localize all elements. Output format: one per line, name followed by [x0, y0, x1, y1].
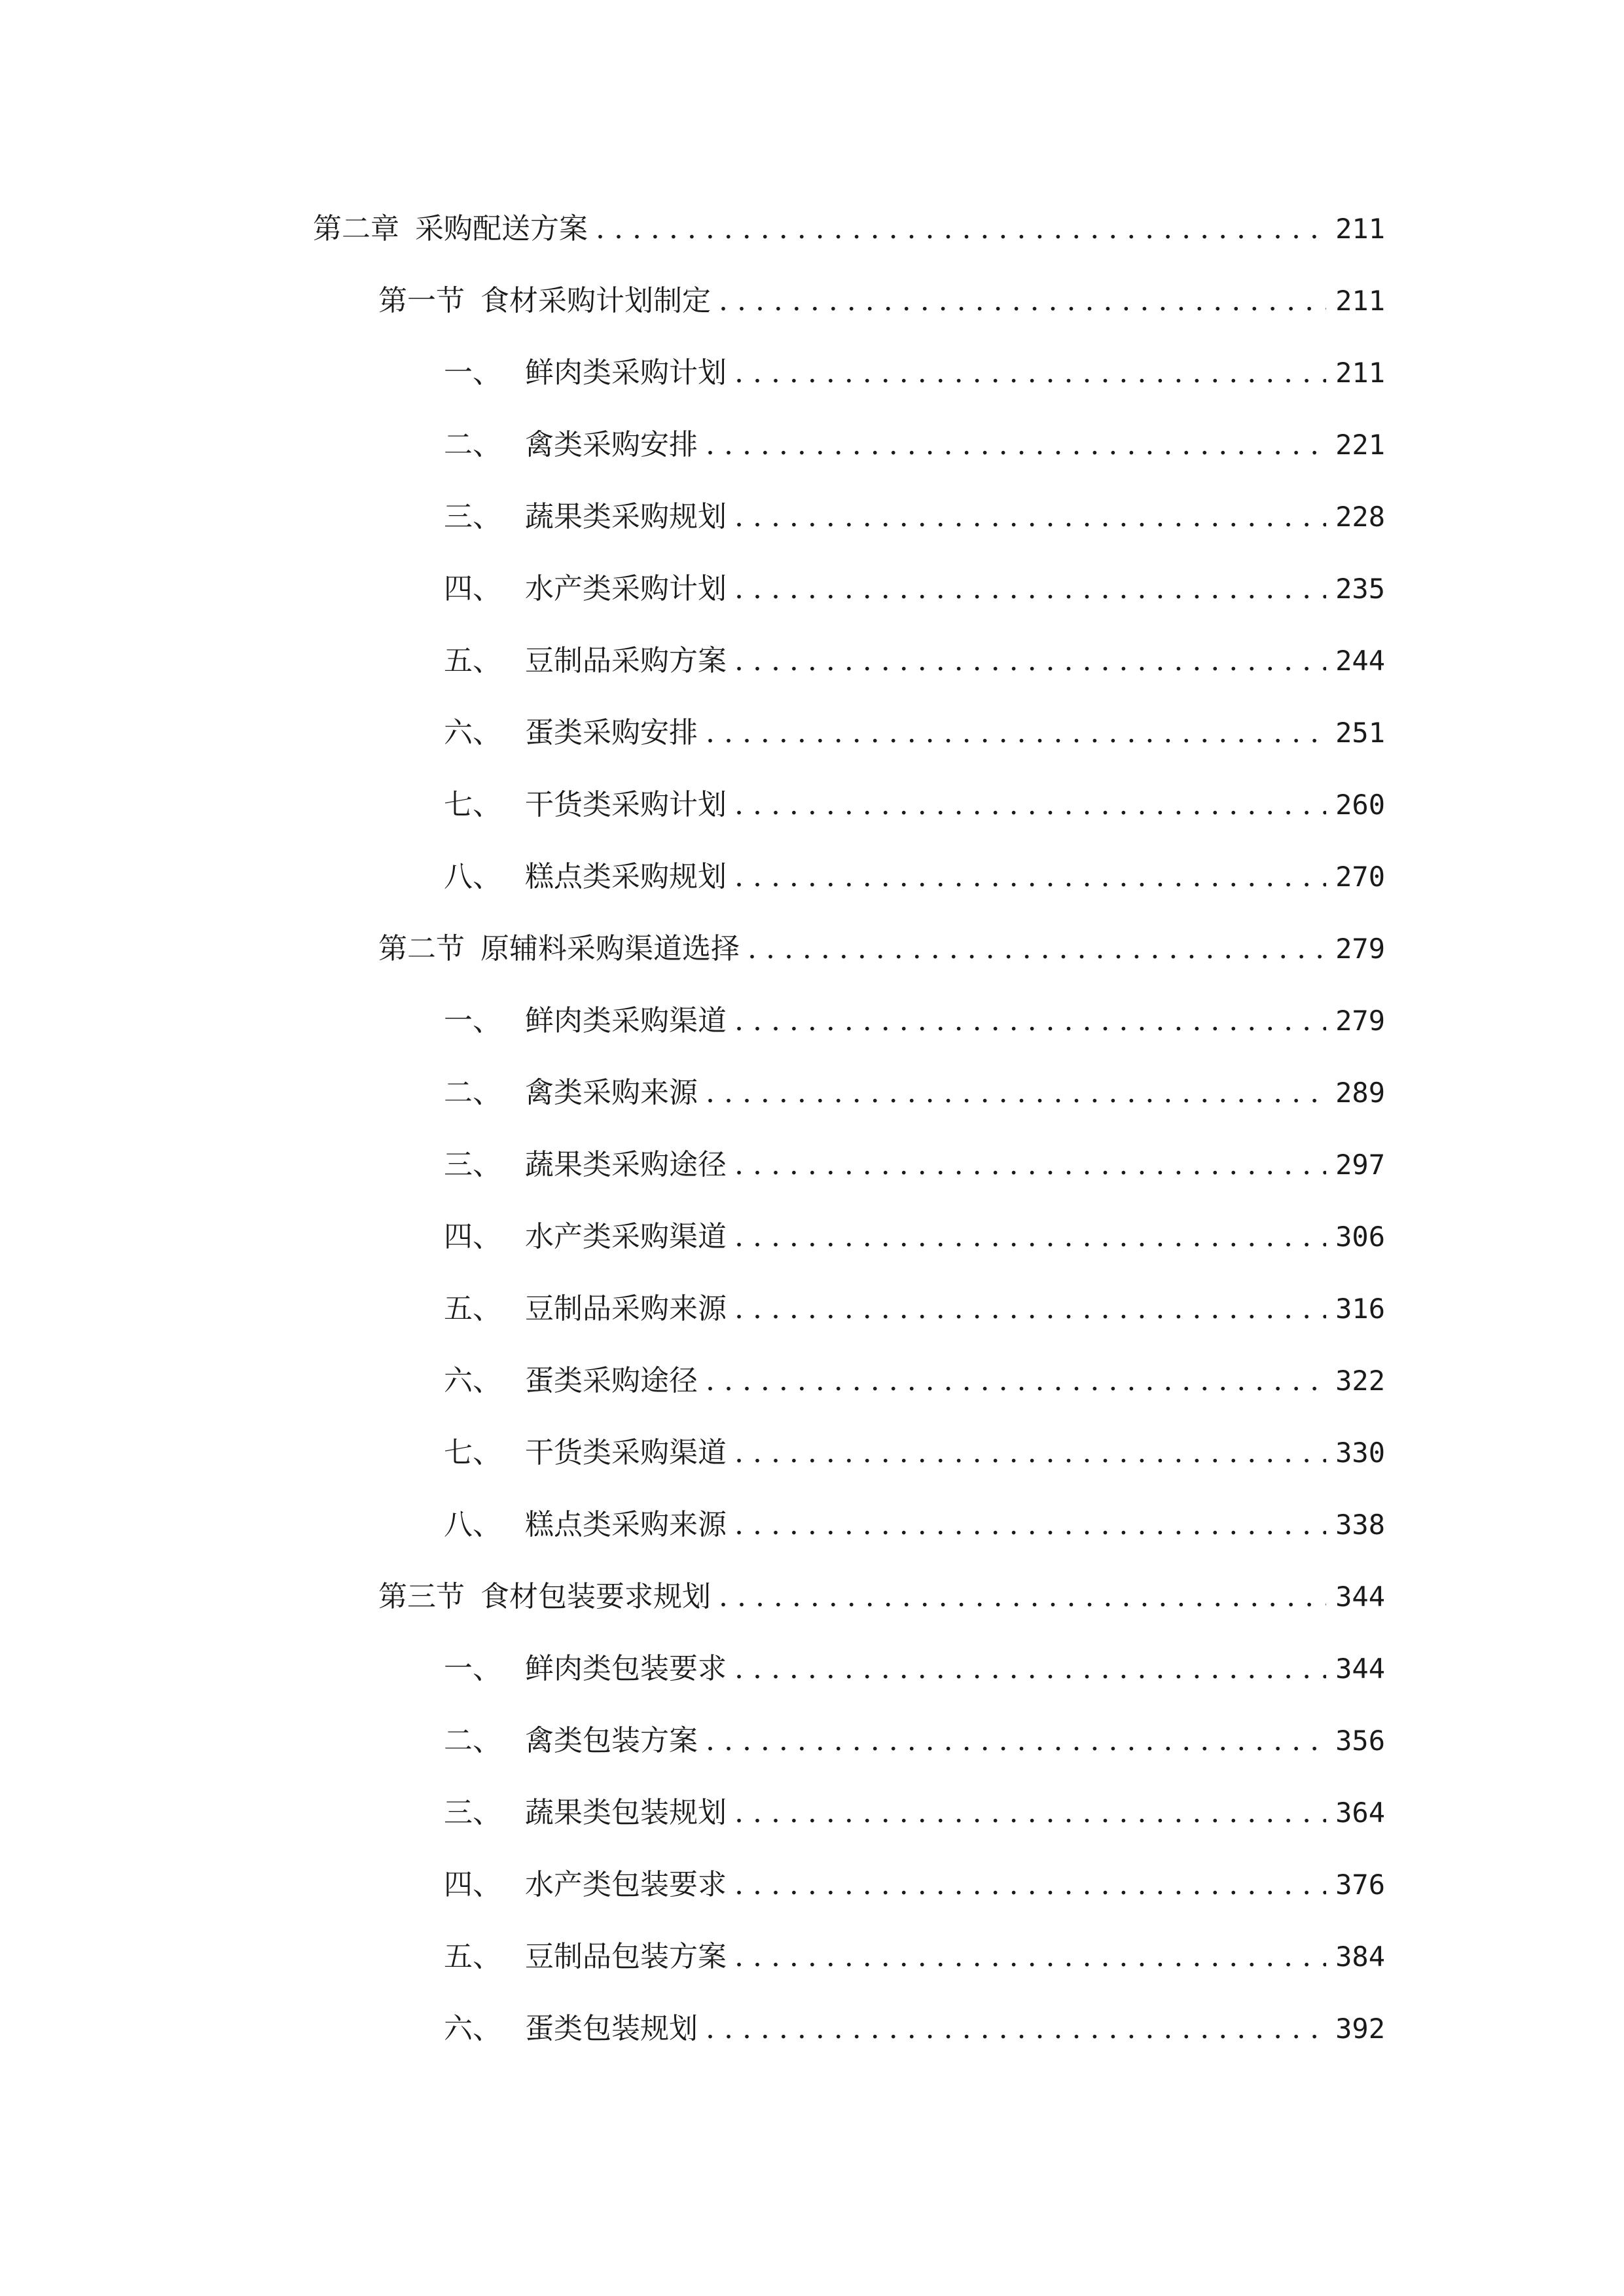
dot-leader [734, 491, 1326, 543]
dot-leader [706, 419, 1326, 471]
toc-entry-page: 270 [1335, 861, 1385, 893]
toc-entry-page: 338 [1335, 1509, 1385, 1541]
toc-entry-page: 384 [1335, 1941, 1385, 1973]
toc-entry-item[interactable] [444, 779, 1385, 831]
toc-entry-title: 水产类采购计划 [525, 572, 727, 605]
toc-entry-title: 禽类采购来源 [525, 1076, 698, 1109]
toc-entry-number: 五、 [444, 1940, 501, 1973]
toc-entry-number: 六、 [444, 2012, 501, 2045]
toc-entry-item[interactable] [444, 1139, 1385, 1191]
toc-entry-title: 干货类采购渠道 [525, 1436, 727, 1469]
toc-entry-number: 第二节 [378, 932, 465, 965]
toc-entry-title: 鲜肉类采购计划 [525, 356, 727, 389]
dot-leader [734, 995, 1326, 1047]
dot-leader [706, 2003, 1326, 2055]
toc-entry-title: 豆制品采购来源 [525, 1292, 727, 1325]
toc-entry-title: 糕点类采购规划 [525, 860, 727, 893]
toc-entry-page: 356 [1335, 1725, 1385, 1757]
toc-entry-chapter[interactable] [313, 203, 1385, 255]
dot-leader [734, 563, 1326, 615]
toc-entry-item[interactable] [444, 1931, 1385, 1983]
toc-entry-title: 干货类采购计划 [525, 788, 727, 821]
toc-entry-page: 228 [1335, 501, 1385, 533]
dot-leader [706, 707, 1326, 759]
toc-entry-title: 水产类包装要求 [525, 1868, 727, 1901]
toc-entry-number: 五、 [444, 644, 501, 677]
toc-entry-number: 四、 [444, 572, 501, 605]
toc-entry-title: 水产类采购渠道 [525, 1220, 727, 1253]
dot-leader [734, 1427, 1326, 1479]
toc-entry-number: 八、 [444, 860, 501, 893]
toc-entry-item[interactable] [444, 1643, 1385, 1695]
dot-leader [748, 923, 1326, 975]
toc-entry-item[interactable] [444, 707, 1385, 759]
toc-entry-number: 五、 [444, 1292, 501, 1325]
toc-entry-item[interactable] [444, 563, 1385, 615]
toc-entry-title: 鲜肉类采购渠道 [525, 1004, 727, 1037]
dot-leader [706, 1355, 1326, 1407]
toc-entry-item[interactable] [444, 1715, 1385, 1767]
dot-leader [734, 1139, 1326, 1191]
toc-entry-number: 第三节 [378, 1580, 465, 1613]
dot-leader [734, 779, 1326, 831]
toc-entry-page: 244 [1335, 645, 1385, 677]
dot-leader [734, 1499, 1326, 1551]
toc-entry-title: 食材采购计划制定 [480, 284, 711, 317]
toc-entry-number: 七、 [444, 1436, 501, 1469]
toc-entry-page: 322 [1335, 1365, 1385, 1397]
toc-entry-number: 三、 [444, 1148, 501, 1181]
toc-entry-item[interactable] [444, 2003, 1385, 2055]
toc-entry-title: 蔬果类采购规划 [525, 500, 727, 533]
toc-entry-title: 禽类包装方案 [525, 1724, 698, 1757]
toc-entry-number: 二、 [444, 1724, 501, 1757]
toc-entry-page: 364 [1335, 1797, 1385, 1829]
toc-entry-title: 蛋类包装规划 [525, 2012, 698, 2045]
toc-entry-item[interactable] [444, 1355, 1385, 1407]
toc-entry-item[interactable] [444, 1211, 1385, 1263]
toc-entry-item[interactable] [444, 1859, 1385, 1911]
toc-entry-number: 四、 [444, 1220, 501, 1253]
toc-entry-number: 二、 [444, 428, 501, 461]
dot-leader [734, 347, 1326, 399]
dot-leader [596, 203, 1326, 255]
toc-entry-item[interactable] [444, 851, 1385, 903]
toc-entry-item[interactable] [444, 1427, 1385, 1479]
toc-entry-page: 376 [1335, 1869, 1385, 1901]
toc-entry-page: 344 [1335, 1581, 1385, 1613]
toc-entry-item[interactable] [444, 491, 1385, 543]
toc-entry-page: 330 [1335, 1437, 1385, 1469]
toc-entry-page: 211 [1335, 213, 1385, 245]
toc-entry-page: 297 [1335, 1149, 1385, 1181]
toc-entry-page: 221 [1335, 429, 1385, 461]
toc-entry-title: 糕点类采购来源 [525, 1508, 727, 1541]
toc-entry-title: 蛋类采购安排 [525, 716, 698, 749]
toc-entry-number: 七、 [444, 788, 501, 821]
toc-entry-item[interactable] [444, 995, 1385, 1047]
toc-entry-page: 211 [1335, 357, 1385, 389]
toc-entry-number: 一、 [444, 1652, 501, 1685]
toc-entry-number: 六、 [444, 1364, 501, 1397]
dot-leader [734, 635, 1326, 687]
toc-entry-title: 采购配送方案 [415, 212, 588, 245]
toc-entry-page: 279 [1335, 1005, 1385, 1037]
toc-entry-number: 六、 [444, 716, 501, 749]
toc-entry-title: 豆制品采购方案 [525, 644, 727, 677]
dot-leader [719, 1571, 1326, 1623]
toc-entry-page: 235 [1335, 573, 1385, 605]
toc-entry-number: 三、 [444, 500, 501, 533]
toc-entry-item[interactable] [444, 1787, 1385, 1839]
toc-entry-number: 第一节 [378, 284, 465, 317]
toc-entry-item[interactable] [444, 1067, 1385, 1119]
toc-entry-title: 蔬果类采购途径 [525, 1148, 727, 1181]
toc-entry-item[interactable] [444, 635, 1385, 687]
toc-entry-number: 一、 [444, 1004, 501, 1037]
dot-leader [706, 1715, 1326, 1767]
toc-entry-number: 一、 [444, 356, 501, 389]
toc-entry-item[interactable] [444, 1283, 1385, 1335]
toc-entry-page: 392 [1335, 2013, 1385, 2045]
toc-entry-page: 260 [1335, 789, 1385, 821]
toc-entry-page: 344 [1335, 1653, 1385, 1685]
dot-leader [734, 1859, 1326, 1911]
dot-leader [734, 1283, 1326, 1335]
dot-leader [706, 1067, 1326, 1119]
toc-entry-item[interactable] [444, 419, 1385, 471]
dot-leader [734, 1931, 1326, 1983]
dot-leader [734, 1643, 1326, 1695]
toc-entry-title: 禽类采购安排 [525, 428, 698, 461]
toc-entry-page: 211 [1335, 285, 1385, 317]
toc-entry-number: 四、 [444, 1868, 501, 1901]
dot-leader [734, 1787, 1326, 1839]
toc-entry-number: 八、 [444, 1508, 501, 1541]
toc-entry-title: 蔬果类包装规划 [525, 1796, 727, 1829]
toc-entry-page: 251 [1335, 717, 1385, 749]
toc-entry-title: 蛋类采购途径 [525, 1364, 698, 1397]
toc-entry-title: 原辅料采购渠道选择 [480, 932, 740, 965]
toc-entry-section[interactable] [378, 275, 1385, 327]
toc-entry-page: 279 [1335, 933, 1385, 965]
toc-entry-title: 食材包装要求规划 [480, 1580, 711, 1613]
dot-leader [734, 851, 1326, 903]
toc-entry-number: 三、 [444, 1796, 501, 1829]
toc-entry-page: 306 [1335, 1221, 1385, 1253]
toc-entry-number: 二、 [444, 1076, 501, 1109]
toc-entry-page: 289 [1335, 1077, 1385, 1109]
toc-entry-item[interactable] [444, 347, 1385, 399]
toc-entry-page: 316 [1335, 1293, 1385, 1325]
dot-leader [734, 1211, 1326, 1263]
toc-entry-title: 豆制品包装方案 [525, 1940, 727, 1973]
toc-entry-number: 第二章 [313, 212, 399, 245]
toc-entry-section[interactable] [378, 1571, 1385, 1623]
toc-entry-title: 鲜肉类包装要求 [525, 1652, 727, 1685]
dot-leader [719, 275, 1326, 327]
toc-entry-section[interactable] [378, 923, 1385, 975]
toc-entry-item[interactable] [444, 1499, 1385, 1551]
